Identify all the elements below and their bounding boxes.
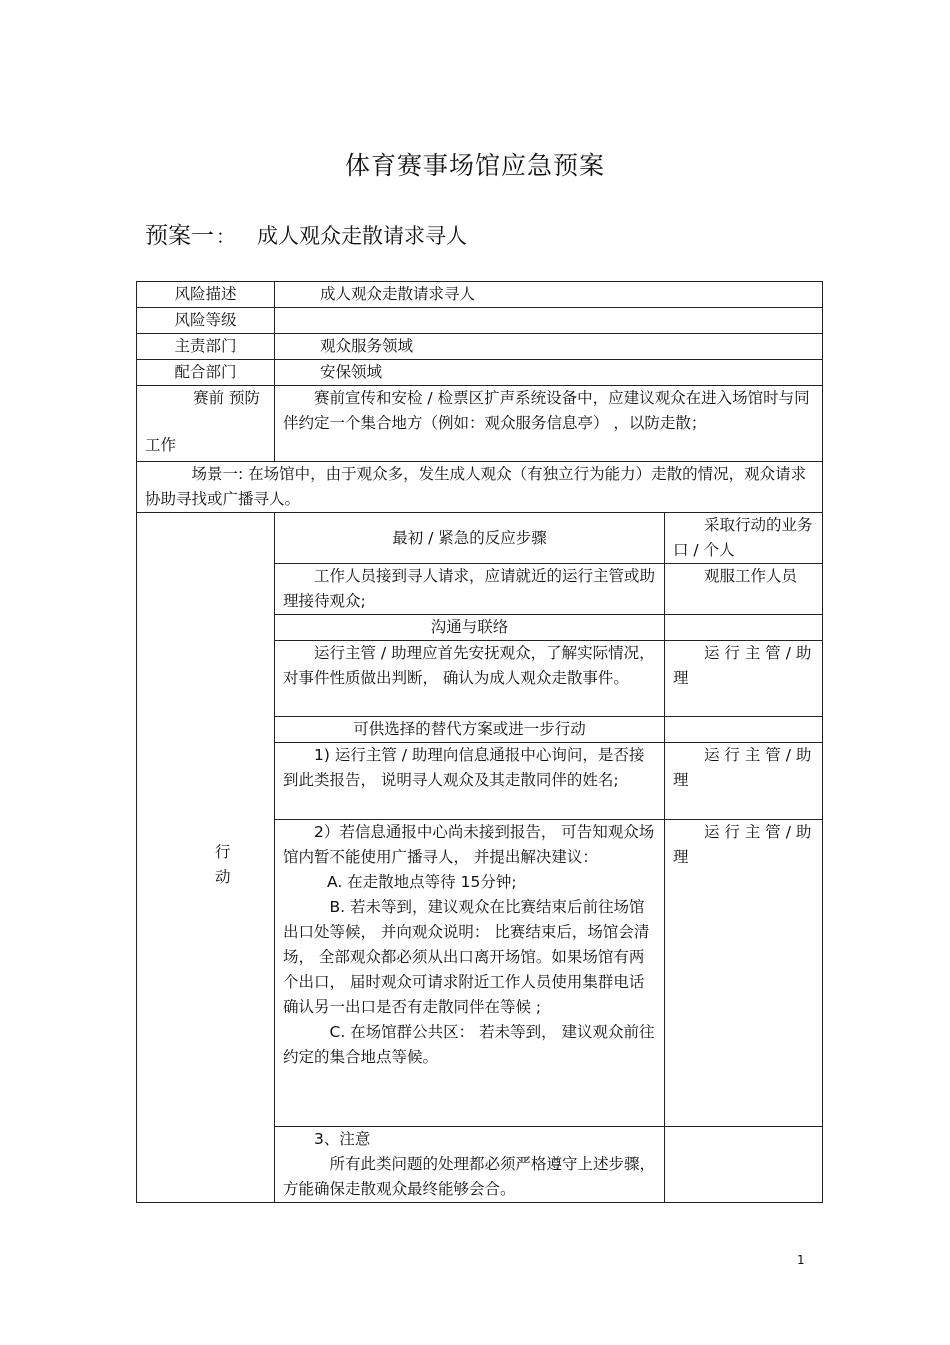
step-option-b: B. 若未等到，建议观众在比赛结束后前往场馆出口处等候， 并向观众说明： 比赛结束后，场馆会清场， 全部观众都必须从出口离开场馆。如果场馆有两个出口， 届时观众可请求附近工作人员使用集群电话确认另一出口是否有走散同伴在等候 ;	[283, 898, 650, 1016]
step-suggest-intro: 2）若信息通报中心尚未接到报告， 可告知观众场馆内暂不能使用广播寻人， 并提出解决建议：	[283, 823, 655, 866]
step-option-a: A. 在走散地点等待 15分钟;	[327, 873, 517, 891]
risk-desc-value: 成人观众走散请求寻人	[275, 282, 823, 308]
step-note-body: 所有此类问题的处理都必须严格遵守上述步骤，方能确保走散观众最终能够会合。	[283, 1155, 656, 1198]
dept-suggest: 运 行 主 管 / 助理	[665, 820, 823, 1127]
prevent-label-line1: 赛前 预防	[193, 389, 260, 407]
plan-subtitle	[145, 217, 467, 250]
action-label-cell	[137, 513, 275, 1203]
plan-table	[136, 281, 823, 1203]
prevent-value: 赛前宣传和安检 / 检票区扩声系统设备中，应建议观众在进入场馆时与同伴约定一个集合地方（例如：观众服务信息亭） ，以防走散；	[275, 386, 823, 462]
steps-header: 最初 / 紧急的反应步骤	[275, 513, 665, 564]
coop-dept-label: 配合部门	[137, 360, 275, 386]
dept-receive-request: 观服工作人员	[665, 564, 823, 615]
risk-desc-label: 风险描述	[137, 282, 275, 308]
action-label-line2: 动	[215, 867, 231, 886]
alt-dept-empty	[665, 717, 823, 743]
risk-level-value	[275, 308, 823, 334]
scenario-text: 场景一: 在场馆中，由于观众多，发生成人观众（有独立行为能力）走散的情况，观众请求协助寻找或广播寻人。	[137, 462, 823, 513]
prevent-label-line2: 工作	[145, 436, 177, 454]
coop-dept-value: 安保领域	[275, 360, 823, 386]
plan-label: 预案一	[145, 223, 214, 249]
alt-header: 可供选择的替代方案或进一步行动	[275, 717, 665, 743]
comm-header: 沟通与联络	[275, 615, 665, 641]
step-suggest	[275, 820, 665, 1127]
lead-dept-value: 观众服务领域	[275, 334, 823, 360]
step-note-head: 3、注意	[314, 1130, 371, 1148]
step-query-center: 1) 运行主管 / 助理向信息通报中心询问，是否接到此类报告， 说明寻人观众及其走散同伴的姓名;	[275, 743, 665, 820]
dept-note	[665, 1127, 823, 1203]
step-comfort: 运行主管 / 助理应首先安抚观众，了解实际情况，对事件性质做出判断， 确认为成人观众走散事件。	[275, 641, 665, 717]
dept-comfort: 运 行 主 管 / 助理	[665, 641, 823, 717]
prevent-label	[137, 386, 275, 462]
dept-header: 采取行动的业务口 / 个人	[665, 513, 823, 564]
lead-dept-label: 主责部门	[137, 334, 275, 360]
plan-name: 成人观众走散请求寻人	[257, 224, 468, 248]
page-number: 1	[797, 1253, 805, 1267]
page-title: 体育赛事场馆应急预案	[344, 151, 605, 180]
plan-separator: ：	[216, 226, 236, 248]
step-option-c: C. 在场馆群公共区： 若未等到， 建议观众前往约定的集合地点等候。	[283, 1023, 655, 1066]
risk-level-label: 风险等级	[137, 308, 275, 334]
step-note	[275, 1127, 665, 1203]
dept-query-center: 运 行 主 管 / 助理	[665, 743, 823, 820]
comm-dept-empty	[665, 615, 823, 641]
step-receive-request: 工作人员接到寻人请求，应请就近的运行主管或助理接待观众;	[275, 564, 665, 615]
action-label-line1: 行	[215, 842, 231, 861]
